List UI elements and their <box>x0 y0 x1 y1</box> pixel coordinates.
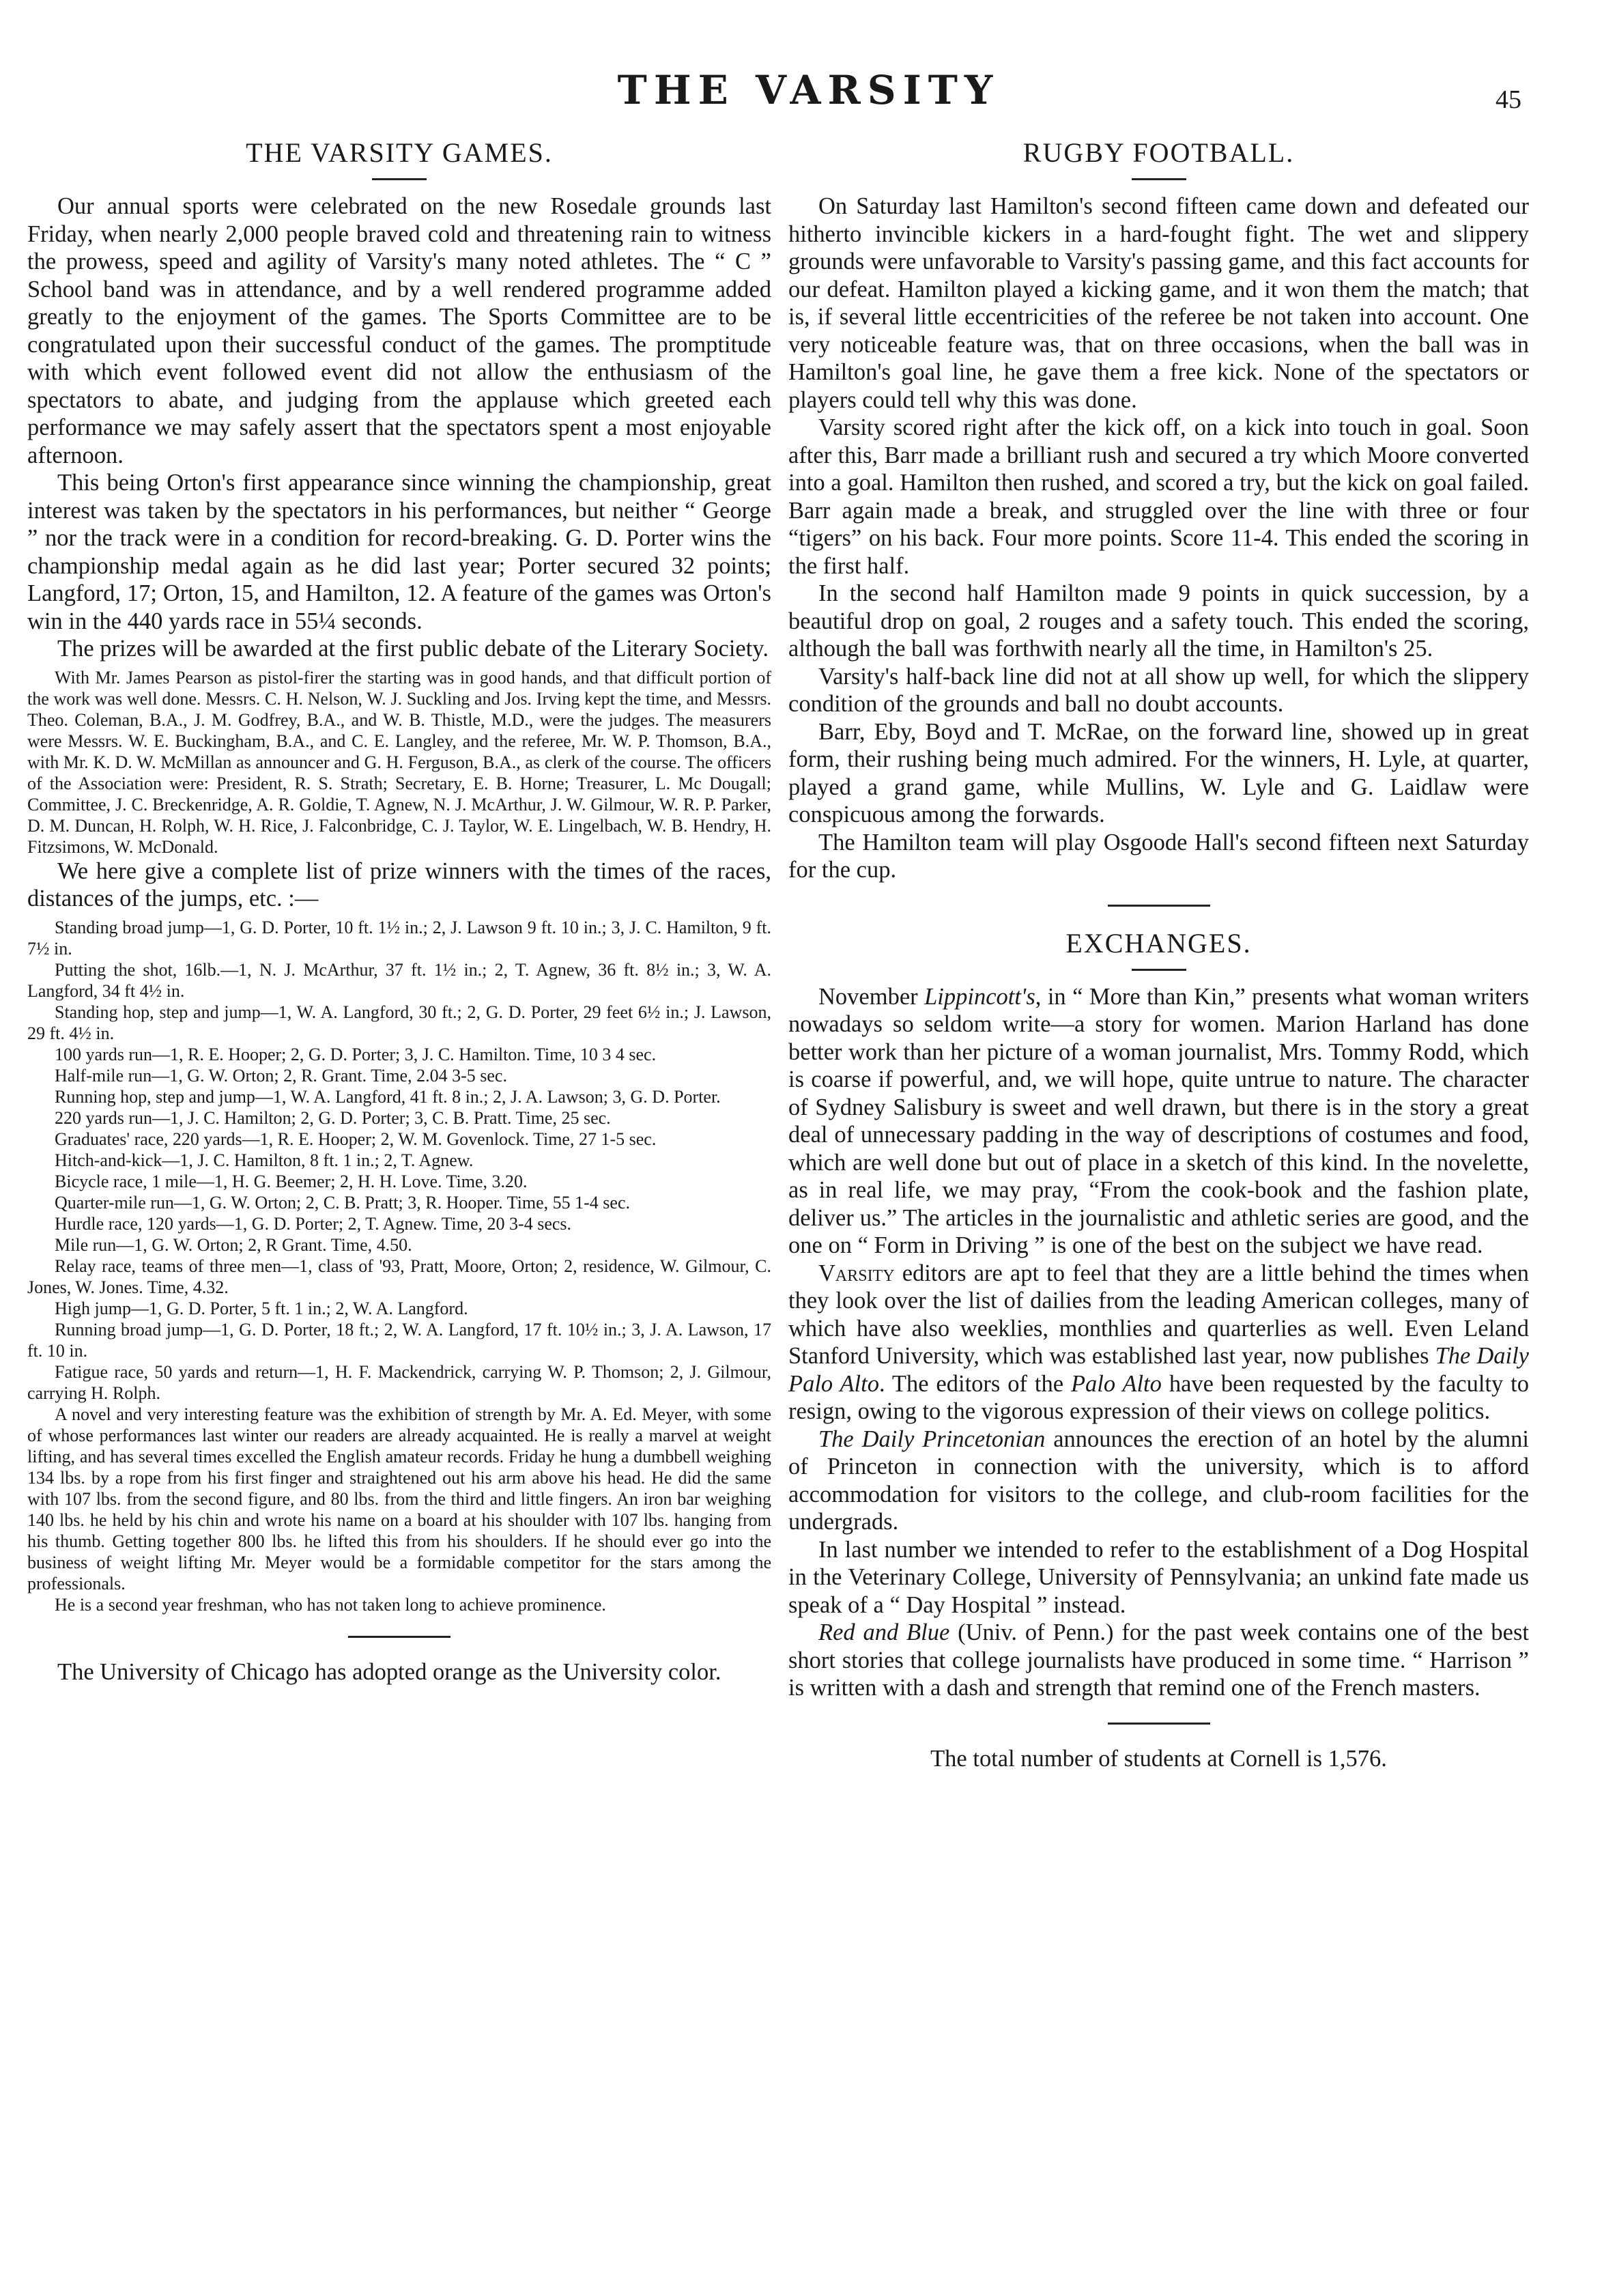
publication-title: Palo Alto <box>1070 1370 1162 1397</box>
title-rule <box>1132 969 1186 971</box>
result-item: Half-mile run—1, G. W. Orton; 2, R. Grant. Time, 2.04 3-5 sec. <box>55 1065 507 1086</box>
paragraph: Barr, Eby, Boyd and T. McRae, on the forward line, showed up in great form, their rushing being much admired. For the winners, H. Lyle, at quarter, played a grand game, while Mullins, W. Lyle and G. Laidlaw were conspicuous among the forwards. <box>788 718 1529 827</box>
result-item: 220 yards run—1, J. C. Hamilton; 2, G. D. Porter; 3, C. B. Pratt. Time, 25 sec. <box>55 1107 611 1128</box>
paragraph: The Hamilton team will play Osgoode Hall's second fifteen next Saturday for the cup. <box>788 829 1529 883</box>
paragraph: On Saturday last Hamilton's second fifteen came down and defeated our hitherto invincible kickers in a hard-fought fight. The wet and slippery grounds were unfavorable to Varsity's passing game, and this fact accounts for our defeat. Hamilton played a kicking game, and it won them the match; that is, if several little eccentricities of the referee be not taken into account. One very noticeable feature was, that on three occasions, when the ball was in Hamilton's goal line, he gave them a free kick. None of the spectators or players could tell why this was done. <box>788 193 1529 413</box>
result-item: Hitch-and-kick—1, J. C. Hamilton, 8 ft. 1 in.; 2, T. Agnew. <box>55 1150 474 1170</box>
paragraph: In the second half Hamilton made 9 points in quick succession, by a beautiful drop on goal, 2 rouges and a safety touch. This ended the scoring, although the ball was forthwith nearly all the time, in Hamilton's 25. <box>788 580 1529 662</box>
chicago-note: The University of Chicago has adopted orange as the University color. <box>57 1658 721 1685</box>
title-rule <box>1132 178 1186 180</box>
result-item: Graduates' race, 220 yards—1, R. E. Hooper; 2, W. M. Govenlock. Time, 27 1-5 sec. <box>55 1129 657 1149</box>
games-title: THE VARSITY GAMES. <box>246 137 553 168</box>
paragraph: Our annual sports were celebrated on the new Rosedale grounds last Friday, when nearly 2,000 people braved cold and threatening rain to witness the prowess, speed and agility of Varsity's many noted athletes. The “ C ” School band was in attendance, and by a well rendered programme added greatly to the enjoyment of the games. The Sports Committee are to be congratulated upon their successful conduct of the games. The promptitude with which event followed event did not allow the enthusiasm of the spectators to abate, and judging from the applause which greeted each performance we may safely assert that the spectators spent a most enjoyable afternoon. <box>27 193 771 468</box>
result-item: Running broad jump—1, G. D. Porter, 18 ft.; 2, W. A. Langford, 17 ft. 10½ in.; 3, J. A. Lawson, 17 ft. 10 in. <box>27 1319 771 1361</box>
winners-intro-block <box>27 858 771 913</box>
result-item: Quarter-mile run—1, G. W. Orton; 2, C. B. Pratt; 3, R. Hooper. Time, 55 1-4 sec. <box>55 1192 630 1213</box>
result-item: Standing hop, step and jump—1, W. A. Langford, 30 ft.; 2, G. D. Porter, 29 feet 6½ in.; J. Lawson, 29 ft. 4½ in. <box>27 1002 771 1043</box>
rugby-title: RUGBY FOOTBALL. <box>1022 137 1295 168</box>
result-item: Hurdle race, 120 yards—1, G. D. Porter; 2, T. Agnew. Time, 20 3-4 secs. <box>55 1213 572 1234</box>
left-column <box>27 137 771 1686</box>
exchanges-article <box>788 983 1529 1702</box>
paragraph: This being Orton's first appearance since winning the championship, great interest was taken by the spectators in his performances, but neither “ George ” nor the track were in a condition for record-breaking. G. D. Porter wins the championship medal again as he did last year; Porter secured 32 points; Langford, 17; Orton, 15, and Hamilton, 12. A feature of the games was Orton's win in the 440 yards race in 55¼ seconds. <box>27 470 771 634</box>
result-item: He is a second year freshman, who has not taken long to achieve prominence. <box>55 1594 606 1615</box>
result-item: Mile run—1, G. W. Orton; 2, R Grant. Time, 4.50. <box>55 1234 412 1255</box>
paragraph: The Daily Princetonian announces the erection of an hotel by the alumni of Princeton in connection with the university, which is to afford accommodation for visitors to the college, and club-room facilities for the undergrads. <box>788 1426 1529 1535</box>
publication-title: Red and Blue <box>818 1619 950 1645</box>
result-item: Relay race, teams of three men—1, class of '93, Pratt, Moore, Orton; 2, residence, W. Gilmour, C. Jones, W. Jones. Time, 4.32. <box>27 1256 771 1297</box>
publication-title: The Daily Princetonian <box>818 1426 1046 1452</box>
publication-title: The Daily Palo Alto <box>788 1343 1529 1397</box>
paragraph: The prizes will be awarded at the first public debate of the Literary Society. <box>57 636 769 662</box>
paragraph: We here give a complete list of prize winners with the times of the races, distances of the jumps, etc. :— <box>27 858 771 911</box>
games-article <box>27 193 771 663</box>
result-item: Fatigue race, 50 yards and return—1, H. F. Mackendrick, carrying W. P. Thomson; 2, J. Gilmour, carrying H. Rolph. <box>27 1361 771 1403</box>
results-list <box>27 917 771 1615</box>
page-number: 45 <box>1496 85 1521 114</box>
result-item: 100 yards run—1, R. E. Hooper; 2, G. D. Porter; 3, J. C. Hamilton. Time, 10 3 4 sec. <box>55 1044 657 1064</box>
masthead: THE VARSITY <box>617 67 1000 113</box>
section-rule <box>1108 1723 1210 1725</box>
paragraph: With Mr. James Pearson as pistol-firer the starting was in good hands, and that difficult portion of the work was well done. Messrs. C. H. Nelson, W. J. Suckling and Jos. Irving kept the time, and Messrs. Theo. Coleman, B.A., J. M. Godfrey, B.A., and W. B. Thistle, M.D., were the judges. The measurers were Messrs. W. E. Buckingham, B.A., and C. E. Langley, and the referee, Mr. W. P. Thomson, B.A., with Mr. K. D. W. McMillan as announcer and G. H. Ferguson, B.A., as clerk of the course. The officers of the Association were: President, R. S. Strath; Secretary, E. B. Horne; Treasurer, L. Mc Dougall; Committee, J. C. Breckenridge, A. R. Goldie, T. Agnew, N. J. McArthur, J. W. Gilmour, W. R. P. Parker, D. M. Duncan, H. Rolph, W. H. Rice, J. Falconbridge, C. J. Taylor, W. E. Lingelbach, W. B. Hendry, H. Fitzsimons, W. McDonald. <box>27 667 771 857</box>
exchanges-title: EXCHANGES. <box>1065 927 1252 959</box>
publication-name: Varsity <box>818 1260 895 1286</box>
paragraph: Varsity scored right after the kick off, on a kick into touch in goal. Soon after this, Barr made a brilliant rush and secured a try which Moore converted into a goal. Hamilton then rushed, and scored a try, but the kick on goal failed. Barr again made a break, and struggled over the line with three or four “tigers” on his back. Four more points. Score 11-4. This ended the scoring in the first half. <box>788 414 1529 579</box>
paragraph: In last number we intended to refer to the establishment of a Dog Hospital in the Veterinary College, University of Pennsylvania; an unkind fate made us speak of a “ Day Hospital ” instead. <box>788 1536 1529 1618</box>
title-rule <box>372 178 427 180</box>
rugby-article <box>788 193 1529 884</box>
result-item: Standing broad jump—1, G. D. Porter, 10 ft. 1½ in.; 2, J. Lawson 9 ft. 10 in.; 3, J. C. Hamilton, 9 ft. 7½ in. <box>27 917 771 959</box>
officials-block <box>27 667 771 858</box>
result-item: A novel and very interesting feature was the exhibition of strength by Mr. A. Ed. Meyer, with some of whose performances last winter our readers are already acquainted. He is really a marvel at weight lifting, and has several times excelled the English amateur records. Friday he hung a dumbbell weighing 134 lbs. by a rope from his first finger and straightened out his arm above his head. He did the same with 107 lbs. from the second figure, and 80 lbs. from the third and little fingers. An iron bar weighing 140 lbs. he held by his chin and wrote his name on a board at his shoulder with 107 lbs. hanging from his thumb. Getting together 800 lbs. he lifted this from his shoulders. If he should ever go into the business of weight lifting Mr. Meyer would be a formidable competitor for the stars among the professionals. <box>27 1404 771 1593</box>
right-column <box>788 137 1529 1772</box>
section-rule <box>348 1636 450 1638</box>
paragraph: Varsity's half-back line did not at all show up well, for which the slippery condition of the grounds and ball no doubt accounts. <box>788 663 1529 717</box>
paragraph: Red and Blue (Univ. of Penn.) for the past week contains one of the best short stories that college journalists have produced in some time. “ Harrison ” is written with a dash and strength that remind one of the French masters. <box>788 1619 1529 1701</box>
paragraph: Varsity editors are apt to feel that they are a little behind the times when they look over the list of dailies from the leading American colleges, many of which have also weeklies, monthlies and quarterlies as well. Even Leland Stanford University, which was established last year, now publishes The Daily Palo Alto. The editors of the Palo Alto have been requested by the faculty to resign, owing to the vigorous expression of their views on college politics. <box>788 1260 1530 1424</box>
cornell-note: The total number of students at Cornell is 1,576. <box>930 1745 1387 1772</box>
result-item: High jump—1, G. D. Porter, 5 ft. 1 in.; 2, W. A. Langford. <box>55 1298 468 1318</box>
result-item: Running hop, step and jump—1, W. A. Langford, 41 ft. 8 in.; 2, J. A. Lawson; 3, G. D. Porter. <box>55 1086 721 1107</box>
paragraph: November Lippincott's, in “ More than Kin,” presents what woman writers nowadays so seldom write—a story for women. Marion Harland has done better work than her picture of a woman journalist, Mrs. Tommy Rodd, which is coarse if powerful, and, we will hope, quite untrue to nature. The character of Sydney Salisbury is sweet and well drawn, but there is in the story a great deal of unnecessary padding in the way of descriptions of costumes and food, which are well done but out of place in a sketch of this kind. In the novelette, as in real life, we may pray, “From the cook-book and the fashion plate, deliver us.” The articles in the journalistic and athletic series are good, and the one on “ Form in Driving ” is one of the best on the subject we have read. <box>788 983 1529 1258</box>
result-item: Bicycle race, 1 mile—1, H. G. Beemer; 2, H. H. Love. Time, 3.20. <box>55 1171 528 1191</box>
section-rule <box>1108 905 1210 907</box>
publication-title: Lippincott's <box>924 983 1035 1010</box>
result-item: Putting the shot, 16lb.—1, N. J. McArthur, 37 ft. 1½ in.; 2, T. Agnew, 36 ft. 8½ in.; 3, W. A. Langford, 34 ft 4½ in. <box>27 959 771 1001</box>
